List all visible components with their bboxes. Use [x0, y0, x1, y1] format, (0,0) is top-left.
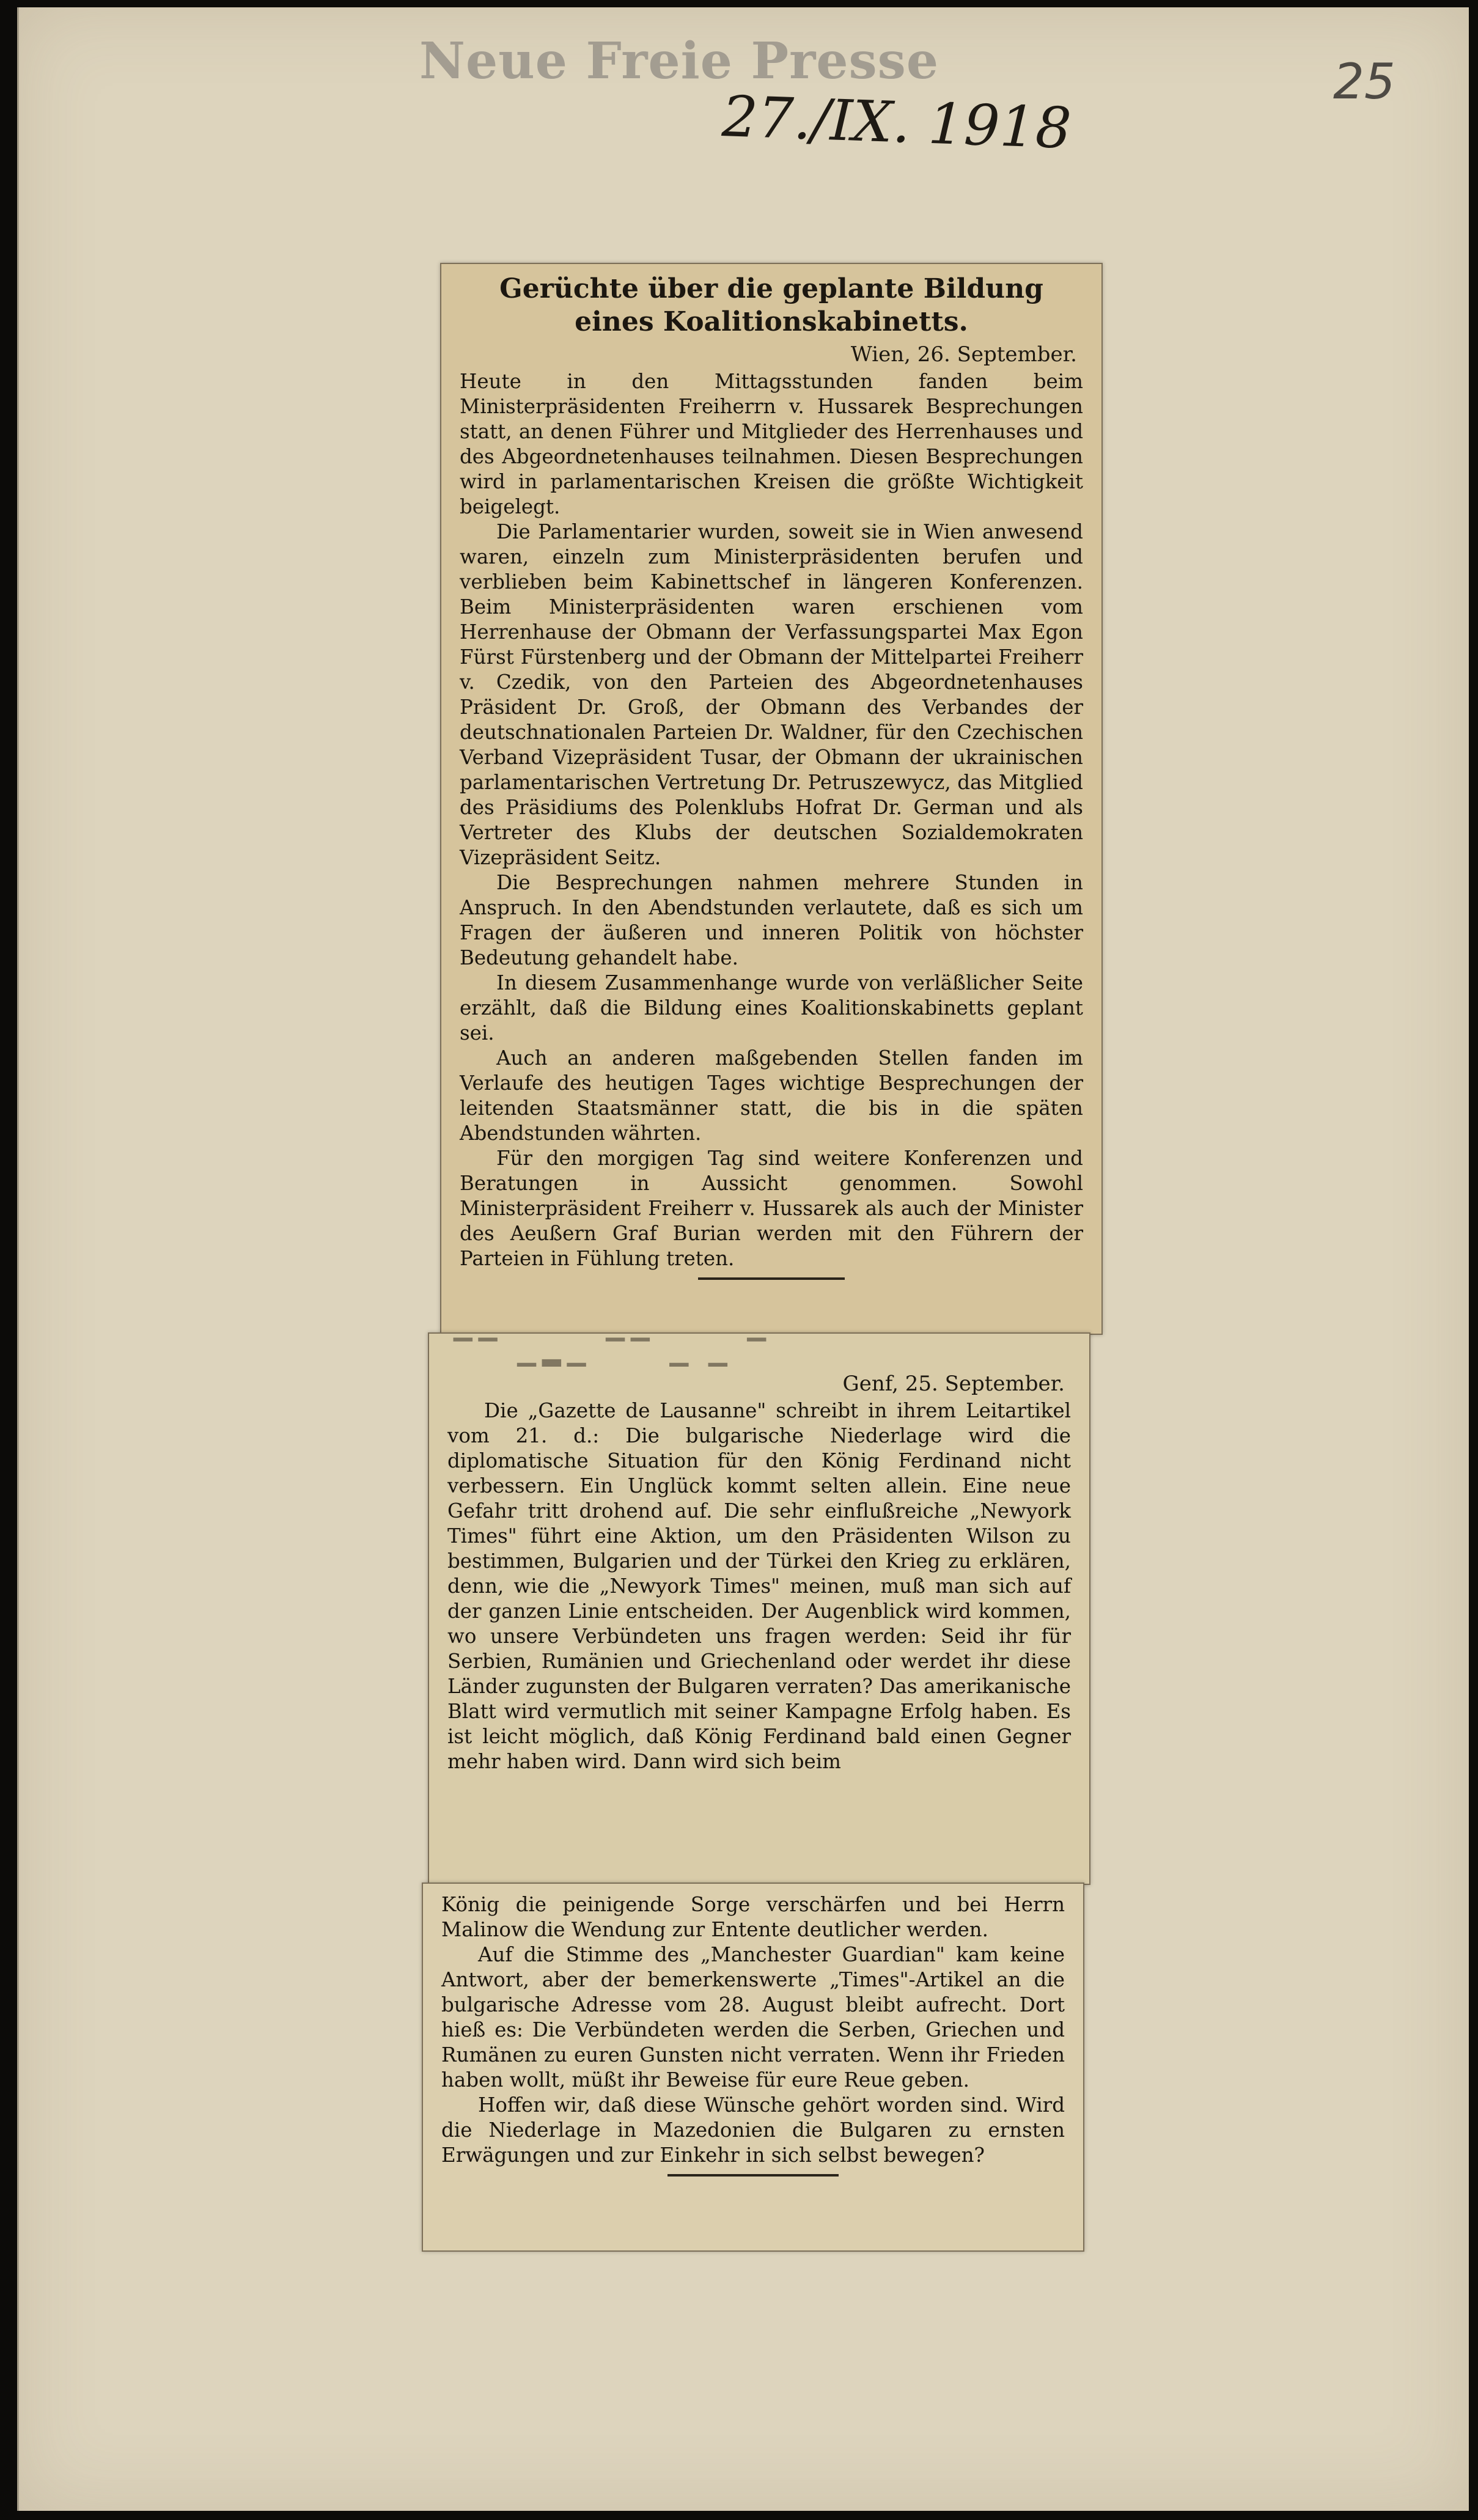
clipping-2 [428, 1332, 1090, 1885]
cut-headline-remnant: ▔▔ ▁▂▁ ▔▔ ▁ ▁ ▔ [454, 1339, 773, 1367]
paragraph: Heute in den Mittagsstunden fanden beim Ministerpräsidenten Freiherrn v. Hussarek Besprechungen statt, an denen Führer und Mitglieder des Herrenhauses und des Abgeordnetenhauses teilnahmen. Diesen Besprechungen wird in parlamentarischen Kreisen die größte Wichtigkeit beigelegt. [460, 370, 1083, 518]
paragraph: Die Besprechungen nahmen mehrere Stunden in Anspruch. In den Abendstunden verlautete, daß es sich um Fragen der äußeren und inneren Politik von höchster Bedeutung gehandelt habe. [460, 871, 1083, 969]
clipping-3 [422, 1883, 1084, 2252]
dateline: Wien, 26. September. [850, 342, 1077, 367]
paragraph: Die Parlamentarier wurden, soweit sie in Wien anwesend waren, einzeln zum Ministerpräsidenten berufen und verblieben beim Kabinettschef in längeren Konferenzen. Beim Ministerpräsidenten waren erschienen vom Herrenhause der Obmann der Verfassungspartei Max Egon Fürst Fürstenberg und der Obmann der Mittelpartei Freiherr v. Czedik, von den Parteien des Abgeordnetenhauses Präsident Dr. Groß, der Obmann des Verbandes der deutschnationalen Parteien Dr. Waldner, für den Czechischen Verband Vizepräsident Tusar, der Obmann der ukrainischen parlamentarischen Vertretung Dr. Petruszewycz, das Mitglied des Präsidiums des Polenklubs Hofrat Dr. German und als Vertreter des Klubs der deutschen Sozialdemokraten Vizepräsident Seitz. [460, 520, 1083, 869]
page-number: 25 [1333, 53, 1395, 110]
divider [698, 1277, 845, 1280]
clipping-1 [440, 263, 1103, 1335]
handwritten-date: 27./IX. 1918 [721, 84, 1073, 161]
paragraph: Die „Gazette de Lausanne" schreibt in ihrem Leitartikel vom 21. d.: Die bulgarische Niederlage wird die diplomatische Situation für den König Ferdinand nicht verbessern. Ein Unglück kommt selten allein. Eine neue Gefahr tritt drohend auf. Die sehr einflußreiche „Newyork Times" führt eine Aktion, um den Präsidenten Wilson zu bestimmen, Bulgarien und der Türkei den Krieg zu erklären, denn, wie die „Newyork Times" meinen, muß man sich auf der ganzen Linie entscheiden. Der Augenblick wird kommen, wo unsere Verbündeten uns fragen werden: Seid ihr für Serbien, Rumänien und Griechenland oder werdet ihr diese Länder zugunsten der Bulgaren verraten? Das amerikanische Blatt wird vermutlich mit seiner Kampagne Erfolg haben. Es ist leicht möglich, daß König Ferdinand bald einen Gegner mehr haben wird. Dann wird sich beim [447, 1399, 1071, 1773]
paragraph: König die peinigende Sorge verschärfen und bei Herrn Malinow die Wendung zur Entente deutlicher werden. [441, 1893, 1065, 1941]
paragraph: Auf die Stimme des „Manchester Guardian" kam keine Antwort, aber der bemerkenswerte „Times"-Artikel an die bulgarische Adresse vom 28. August bleibt aufrecht. Dort hieß es: Die Verbündeten werden die Serben, Griechen und Rumänen zu euren Gunsten nicht verraten. Wenn ihr Frieden haben wollt, müßt ihr Beweise für eure Reue geben. [441, 1943, 1065, 2092]
paragraph: Auch an anderen maßgebenden Stellen fanden im Verlaufe des heutigen Tages wichtige Besprechungen der leitenden Staatsmänner statt, die bis in die späten Abendstunden währten. [460, 1046, 1083, 1145]
paragraph: Hoffen wir, daß diese Wünsche gehört worden sind. Wird die Niederlage in Mazedonien die Bulgaren zu ernsten Erwägungen und zur Einkehr in sich selbst bewegen? [441, 2093, 1065, 2167]
paragraph: Für den morgigen Tag sind weitere Konferenzen und Beratungen in Aussicht genommen. Sowohl Ministerpräsident Freiherr v. Hussarek als auch der Minister des Aeußern Graf Burian werden mit den Führern der Parteien in Fühlung treten. [460, 1147, 1083, 1270]
divider [667, 2174, 839, 2177]
headline: Gerüchte über die geplante Bildung eines Koalitionskabinetts. [499, 273, 1043, 337]
paragraph: In diesem Zusammenhange wurde von verläßlicher Seite erzählt, daß die Bildung eines Koalitionskabinetts geplant sei. [460, 971, 1083, 1045]
dateline: Genf, 25. September. [842, 1372, 1065, 1396]
newspaper-stamp: Neue Freie Presse [419, 32, 939, 90]
